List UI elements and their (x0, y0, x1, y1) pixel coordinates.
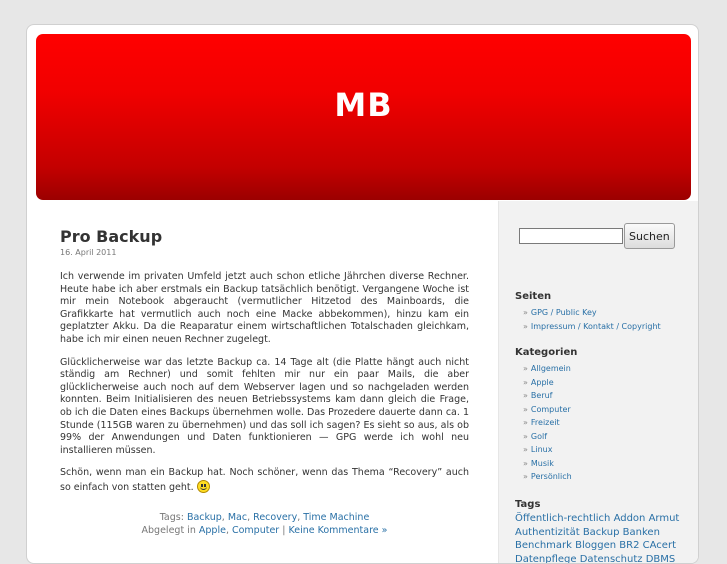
sidebar-category-link[interactable]: » Musik (523, 457, 695, 471)
post-tags: Tags: Backup, Mac, Recovery, Time Machine (60, 511, 469, 524)
site-header[interactable] (36, 34, 691, 200)
tag-cloud-link[interactable]: Datenpflege (515, 554, 577, 564)
sidebar-category-link[interactable]: » Beruf (523, 389, 695, 403)
category-link[interactable]: Computer (232, 525, 279, 536)
page-link[interactable]: » Impressum / Kontakt / Copyright (523, 320, 695, 334)
post-body (60, 271, 469, 495)
search-input[interactable] (519, 228, 623, 244)
post-paragraph: Ich verwende im privaten Umfeld jetzt auch schon etliche Jährchen diverse Rechner. Heute habe ich aber erstmals ein Backup tatsächlich benötigt. Vergangene Woche ist mir mein Notebook abgeraucht (vermutlicher Hitzetod des Mainboards, die Grafikkarte hat vermutlich auch noch eine Macke abbekommen), hinzu kam ein geplatzter Akku. Da die Reaparatur einem wirtschaftlichen Totalschaden gleichkam, habe ich mir einen neuen Rechner zugelegt. (60, 271, 469, 347)
smiley-icon (197, 480, 210, 493)
post (60, 227, 469, 537)
categories-heading: Kategorien (515, 347, 695, 358)
tag-cloud-link[interactable]: Benchmark (515, 540, 572, 551)
category-link[interactable]: Apple (199, 525, 226, 536)
tag-link[interactable]: Recovery (253, 512, 297, 523)
sidebar-category-link[interactable]: » Apple (523, 376, 695, 390)
post-paragraph: Schön, wenn man ein Backup hat. Noch schöner, wenn das Thema “Recovery” auch so einfach von statten geht. (60, 467, 469, 494)
tag-link[interactable]: Backup (187, 512, 222, 523)
tags-label: Tags: (160, 512, 184, 523)
site-title[interactable]: MB (36, 86, 691, 124)
sidebar (498, 201, 699, 564)
tag-cloud-link[interactable]: Backup (583, 527, 620, 538)
tag-cloud-link[interactable]: Armut (649, 513, 680, 524)
page-link[interactable]: » GPG / Public Key (523, 306, 695, 320)
page-container (26, 24, 699, 564)
sidebar-category-link[interactable]: » Computer (523, 403, 695, 417)
tag-cloud-link[interactable]: CAcert (643, 540, 676, 551)
tag-cloud-link[interactable]: Addon (614, 513, 646, 524)
search-form (519, 223, 675, 249)
post-title[interactable]: Pro Backup (60, 227, 469, 247)
tag-cloud-link[interactable]: Banken (623, 527, 660, 538)
categories-widget (515, 347, 695, 484)
tag-cloud-link[interactable]: BR2 (619, 540, 639, 551)
post-date: 16. April 2011 (60, 248, 469, 257)
post-meta (60, 511, 469, 537)
tag-cloud-link[interactable]: Öffentlich-rechtlich (515, 513, 610, 524)
sidebar-category-link[interactable]: » Golf (523, 430, 695, 444)
post-paragraph: Glücklicherweise war das letzte Backup ca. 14 Tage alt (die Platte hängt auch nicht ständig am Rechner) und somit fehlten mir nur ein paar Mails, die aber glücklicherweise auch noch auf dem Webserver lagen und so nachgeladen werden konnten. Beim Initialisieren des neuen Betriebssystems kam dann gleich die Frage, ob ich die Daten eines Backups übernehmen wolle. Das Prozedere dauerte dann ca. 1 Stunde (115GB waren zu übernehmen) und das soll ich sagen? Es sieht so aus, als ob 99% der Anwendungen und Daten funktionieren — GPG werde ich wohl neu installieren müssen. (60, 357, 469, 458)
tag-cloud (515, 512, 695, 564)
pages-heading: Seiten (515, 291, 695, 302)
sidebar-category-link[interactable]: » Freizeit (523, 416, 695, 430)
tags-heading: Tags (515, 499, 695, 510)
sidebar-category-link[interactable]: » Allgemein (523, 362, 695, 376)
tag-cloud-link[interactable]: Datenschutz (580, 554, 643, 564)
tag-cloud-link[interactable]: Authentizität (515, 527, 580, 538)
tag-link[interactable]: Mac (228, 512, 247, 523)
sidebar-category-link[interactable]: » Persönlich (523, 470, 695, 484)
comments-link[interactable]: Keine Kommentare » (288, 525, 387, 536)
search-button[interactable]: Suchen (624, 223, 675, 249)
sidebar-category-link[interactable]: » Linux (523, 443, 695, 457)
tag-cloud-link[interactable]: Bloggen (575, 540, 616, 551)
pages-widget (515, 291, 695, 333)
tag-link[interactable]: Time Machine (303, 512, 369, 523)
post-filed: Abgelegt in Apple, Computer | Keine Kommentare » (60, 524, 469, 537)
tags-widget (515, 499, 695, 564)
tag-cloud-link[interactable]: DBMS (646, 554, 676, 564)
filed-label: Abgelegt in (142, 525, 196, 536)
